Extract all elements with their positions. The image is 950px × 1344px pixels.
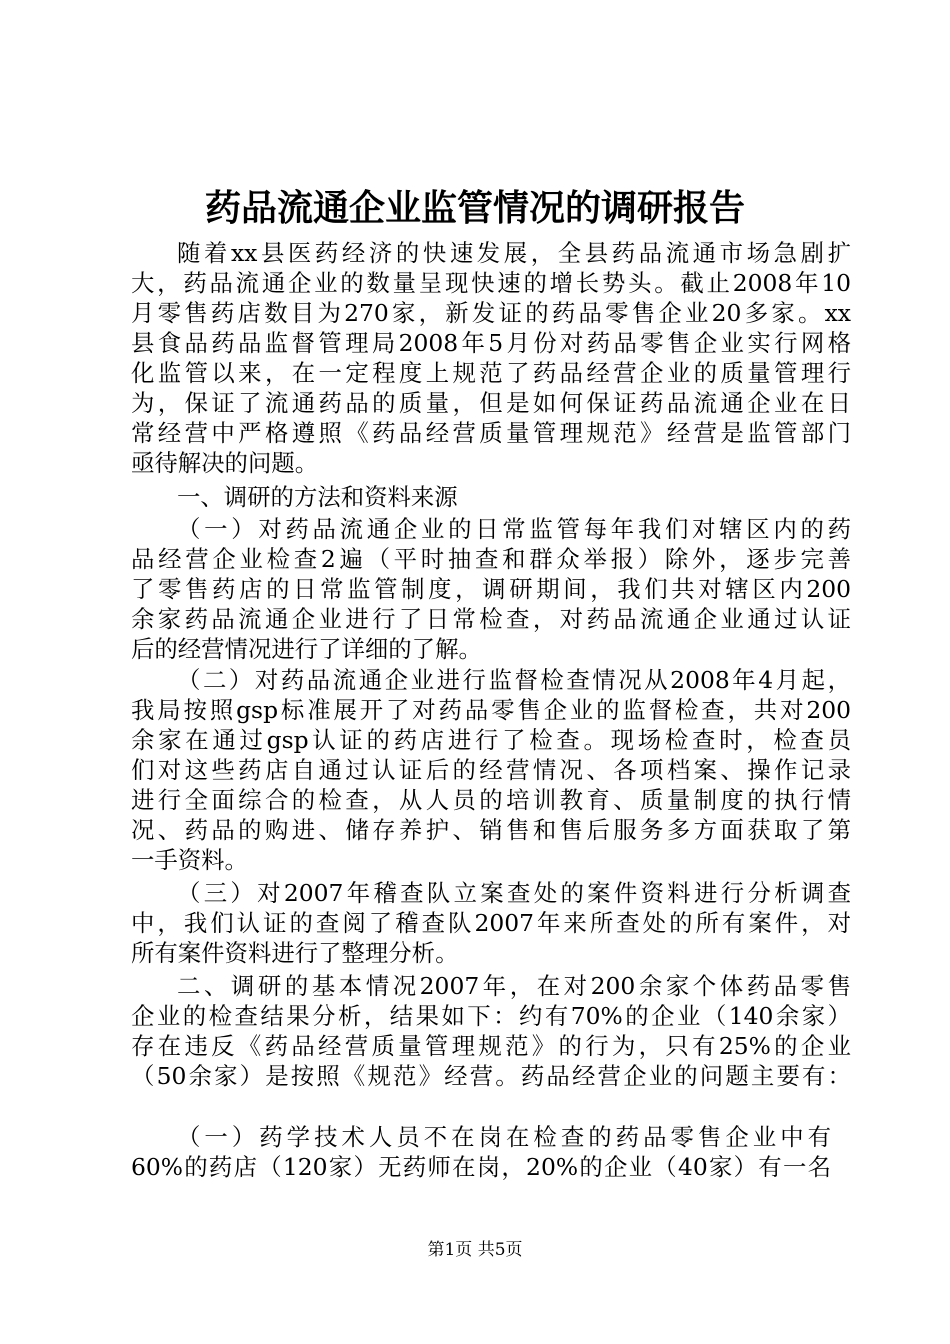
body-line: 余家药品流通企业进行了日常检查，对药品流通企业通过认证 [131,605,851,633]
body-line: 一手资料。 [131,846,248,874]
body-line: （一）对药品流通企业的日常监管每年我们对辖区内的药 [177,515,851,543]
body-line: （二）对药品流通企业进行监督检查情况从2008年4月起， [177,666,851,694]
body-line: 后的经营情况进行了详细的了解。 [131,635,482,663]
body-line: 大，药品流通企业的数量呈现快速的增长势头。截止2008年10 [131,269,851,297]
body-line: （50余家）是按照《规范》经营。药品经营企业的问题主要有： [131,1062,851,1090]
body-line: 了零售药店的日常监管制度，调研期间，我们共对辖区内200 [131,575,851,603]
body-line: 进行全面综合的检查，从人员的培训教育、质量制度的执行情 [131,786,851,814]
body-line: 月零售药店数目为270家，新发证的药品零售企业20多家。xx [131,299,851,327]
body-line: 企业的检查结果分析，结果如下：约有70%的企业（140余家） [131,1002,851,1030]
body-line: 我局按照gsp标准展开了对药品零售企业的监督检查，共对200 [131,696,851,724]
body-line: 亟待解决的问题。 [131,449,319,477]
body-line: 们对这些药店自通过认证后的经营情况、各项档案、操作记录 [131,756,851,784]
body-line: （一）药学技术人员不在岗在检查的药品零售企业中有 [177,1123,831,1151]
body-line: 存在违反《药品经营质量管理规范》的行为，只有25%的企业 [131,1032,851,1060]
body-line: 为，保证了流通药品的质量，但是如何保证药品流通企业在日 [131,389,851,417]
body-line: 化监管以来，在一定程度上规范了药品经营企业的质量管理行 [131,359,851,387]
body-line: （三）对2007年稽查队立案查处的案件资料进行分析调查 [177,879,851,907]
section-heading: 一、调研的方法和资料来源 [177,483,458,511]
body-line: 余家在通过gsp认证的药店进行了检查。现场检查时，检查员 [131,726,851,754]
body-line: 随着xx县医药经济的快速发展，全县药品流通市场急剧扩 [177,239,851,267]
document-title: 药品流通企业监管情况的调研报告 [204,187,745,229]
body-line: 中，我们认证的查阅了稽查队2007年来所查处的所有案件，对 [131,909,851,937]
body-line: 品经营企业检查2遍（平时抽查和群众举报）除外，逐步完善 [131,545,851,573]
body-line: 所有案件资料进行了整理分析。 [131,939,459,967]
body-line: 常经营中严格遵照《药品经营质量管理规范》经营是监管部门 [131,419,851,447]
page-number-footer: 第1页 共5页 [427,1240,523,1260]
body-line: 60%的药店（120家）无药师在岗，20%的企业（40家）有一名 [131,1153,831,1181]
body-line: 县食品药品监督管理局2008年5月份对药品零售企业实行网格 [131,329,851,357]
body-line: 况、药品的购进、储存养护、销售和售后服务多方面获取了第 [131,816,851,844]
section-heading: 二、调研的基本情况2007年，在对200余家个体药品零售 [177,972,851,1000]
